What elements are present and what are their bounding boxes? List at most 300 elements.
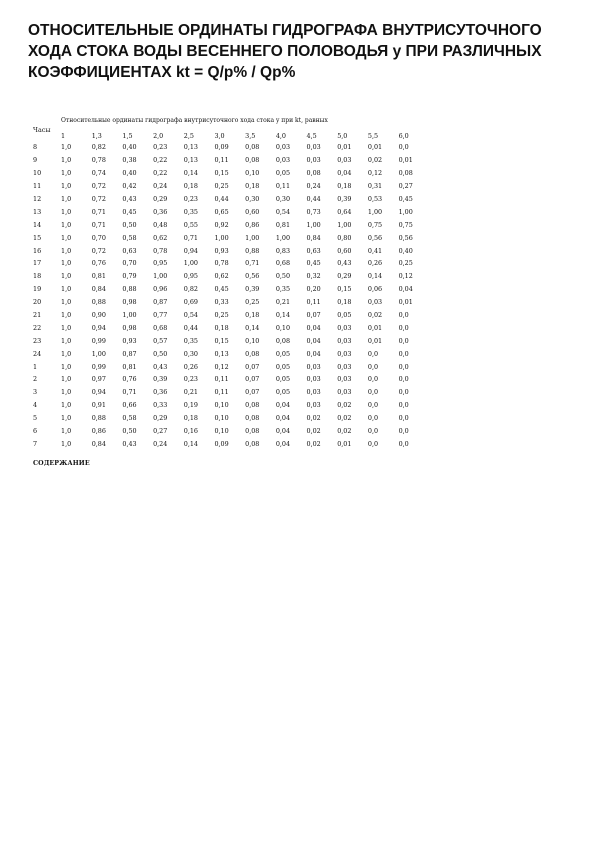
- table-row: [33, 257, 429, 270]
- ordinate-cell: 0,0: [367, 439, 379, 448]
- kt-header-cell: 5,0: [337, 132, 348, 140]
- ordinate-cell: 1,0: [61, 220, 72, 229]
- ordinate-cell: 0,27: [153, 427, 168, 436]
- ordinate-cell: 0,18: [183, 182, 198, 191]
- ordinate-cell: 0,07: [245, 375, 260, 384]
- ordinate-cell: 0,40: [122, 143, 137, 152]
- ordinate-cell: 1,0: [61, 414, 72, 423]
- ordinate-cell: 1,0: [61, 143, 72, 152]
- ordinate-cell: 0,70: [91, 233, 106, 242]
- ordinate-cell: 0,29: [337, 272, 352, 281]
- ordinate-cell: 0,25: [245, 298, 260, 307]
- kt-header-cell: 5,5: [367, 132, 379, 140]
- ordinate-cell: 0,0: [398, 401, 409, 410]
- header-blank-cell: [33, 131, 61, 141]
- ordinate-cell: 0,26: [367, 259, 383, 268]
- document-title: ОТНОСИТЕЛЬНЫЕ ОРДИНАТЫ ГИДРОГРАФА ВНУТРИСУТОЧНОГО ХОДА СТОКА ВОДЫ ВЕСЕННЕГО ПОЛОВОДЬЯ y ПРИ РАЗЛИЧНЫХ КОЭФФИЦИЕНТАХ kt = Q/p% / Qp%: [28, 22, 542, 81]
- ordinate-cell: 0,50: [275, 272, 291, 281]
- ordinate-cell: 0,81: [91, 272, 106, 281]
- ordinate-cell: 0,14: [183, 169, 198, 178]
- ordinate-cell: 0,18: [245, 182, 260, 191]
- ordinate-cell: 0,36: [153, 388, 168, 397]
- ordinate-cell: 0,01: [367, 143, 383, 152]
- ordinate-cell: 0,11: [275, 182, 291, 191]
- ordinate-cell: 0,75: [367, 220, 383, 229]
- hour-cell: 22: [33, 323, 42, 332]
- ordinate-cell: 0,45: [214, 285, 229, 294]
- ordinate-cell: 0,88: [122, 285, 137, 294]
- ordinate-cell: 0,50: [153, 349, 168, 358]
- ordinate-cell: 0,42: [122, 182, 137, 191]
- ordinate-cell: 0,12: [214, 362, 229, 371]
- kt-header-cell: 2,5: [183, 132, 194, 140]
- ordinate-cell: 0,65: [214, 207, 229, 216]
- ordinate-cell: 1,00: [245, 233, 260, 242]
- hour-cell: 9: [33, 156, 38, 165]
- ordinate-cell: 0,35: [183, 336, 198, 345]
- table-caption: Относительные ординаты гидрографа внутрисуточного хода стока y при kt, равных: [61, 117, 328, 124]
- ordinate-cell: 0,24: [153, 439, 168, 448]
- ordinate-cell: 0,07: [306, 311, 321, 320]
- ordinate-cell: 0,08: [245, 427, 260, 436]
- ordinate-cell: 1,0: [61, 195, 72, 203]
- ordinate-cell: 0,0: [367, 362, 379, 371]
- ordinate-cell: 1,00: [275, 233, 291, 242]
- ordinate-cell: 0,04: [337, 169, 352, 178]
- ordinate-cell: 0,98: [122, 323, 137, 332]
- ordinate-cell: 0,03: [337, 349, 352, 358]
- hour-cell: 1: [33, 362, 38, 371]
- ordinate-cell: 0,60: [245, 207, 260, 216]
- ordinate-cell: 0,18: [337, 182, 352, 191]
- table-row: [33, 321, 429, 334]
- ordinate-cell: 0,11: [306, 298, 321, 307]
- kt-header-row: [33, 131, 429, 141]
- ordinate-cell: 0,39: [245, 285, 260, 294]
- ordinate-cell: 0,83: [275, 246, 291, 255]
- ordinate-cell: 0,81: [275, 220, 291, 229]
- table-row: [33, 218, 429, 231]
- ordinate-cell: 0,0: [367, 349, 379, 358]
- ordinate-cell: 0,14: [275, 311, 291, 320]
- hour-cell: 2: [33, 375, 38, 384]
- ordinate-cell: 0,87: [153, 298, 168, 307]
- hour-cell: 10: [33, 169, 42, 178]
- table-row: [33, 270, 429, 283]
- ordinate-cell: 0,69: [183, 298, 198, 307]
- ordinate-cell: 1,00: [91, 349, 106, 358]
- ordinate-cell: 0,0: [367, 427, 379, 436]
- ordinate-cell: 0,73: [306, 207, 321, 216]
- ordinate-cell: 0,63: [122, 246, 137, 255]
- ordinate-cell: 0,56: [398, 233, 413, 242]
- ordinate-cell: 0,97: [91, 375, 106, 384]
- kt-header-cell: 1: [61, 132, 66, 140]
- ordinate-cell: 0,15: [214, 169, 229, 178]
- ordinate-cell: 0,68: [153, 323, 168, 332]
- hour-cell: 18: [33, 272, 42, 281]
- ordinate-cell: 0,04: [398, 285, 413, 294]
- ordinate-cell: 0,25: [214, 182, 229, 191]
- ordinate-cell: 1,00: [153, 272, 168, 281]
- ordinate-cell: 0,56: [245, 272, 260, 281]
- ordinate-cell: 0,75: [398, 220, 413, 229]
- hours-column-header: Часы: [33, 126, 51, 134]
- ordinate-cell: 0,02: [367, 156, 383, 165]
- ordinate-cell: 1,00: [306, 220, 321, 229]
- ordinate-cell: 0,43: [122, 439, 137, 448]
- ordinate-cell: 0,0: [398, 336, 409, 345]
- ordinate-cell: 0,72: [91, 195, 106, 203]
- hour-cell: 13: [33, 207, 42, 216]
- ordinate-cell: 0,41: [367, 246, 383, 255]
- ordinate-cell: 0,90: [91, 311, 106, 320]
- ordinate-cell: 0,08: [306, 169, 321, 178]
- ordinate-cell: 0,02: [306, 414, 321, 423]
- ordinate-cell: 0,30: [245, 195, 260, 203]
- contents-link[interactable]: СОДЕРЖАНИЕ: [33, 460, 90, 467]
- table-row: [33, 193, 429, 206]
- ordinate-cell: 0,50: [122, 220, 137, 229]
- ordinate-cell: 0,40: [398, 246, 413, 255]
- hour-cell: 6: [33, 427, 38, 436]
- ordinate-cell: 0,71: [91, 207, 106, 216]
- ordinate-cell: 0,25: [214, 311, 229, 320]
- ordinate-cell: 0,09: [214, 143, 229, 152]
- ordinate-cell: 1,00: [398, 207, 413, 216]
- ordinate-cell: 0,60: [337, 246, 352, 255]
- ordinate-cell: 0,35: [275, 285, 291, 294]
- ordinate-cell: 0,04: [275, 427, 291, 436]
- kt-header-cell: 3,5: [245, 132, 256, 140]
- ordinate-cell: 0,08: [245, 349, 260, 358]
- table-row: [33, 205, 429, 218]
- ordinate-cell: 0,43: [153, 362, 168, 371]
- ordinate-cell: 0,0: [398, 375, 409, 384]
- ordinate-cell: 0,22: [153, 169, 168, 178]
- ordinate-cell: 0,05: [275, 362, 291, 371]
- ordinate-cell: 0,12: [398, 272, 413, 281]
- table-row: [33, 399, 429, 412]
- ordinate-cell: 0,77: [153, 311, 168, 320]
- ordinate-cell: 0,0: [367, 375, 379, 384]
- ordinate-cell: 0,15: [214, 336, 229, 345]
- ordinate-cell: 0,04: [275, 414, 291, 423]
- ordinate-cell: 0,68: [275, 259, 291, 268]
- ordinate-cell: 0,03: [275, 156, 291, 165]
- ordinate-cell: 0,93: [214, 246, 229, 255]
- ordinate-cell: 0,03: [337, 362, 352, 371]
- ordinate-cell: 0,11: [214, 375, 229, 384]
- hour-cell: 5: [33, 414, 38, 423]
- ordinate-cell: 0,64: [337, 207, 352, 216]
- ordinate-cell: 0,63: [306, 246, 321, 255]
- ordinate-cell: 0,11: [214, 388, 229, 397]
- ordinate-cell: 0,0: [398, 388, 409, 397]
- hour-cell: 23: [33, 336, 42, 345]
- ordinate-cell: 0,14: [183, 439, 198, 448]
- ordinate-cell: 0,01: [398, 298, 413, 307]
- ordinate-cell: 0,02: [367, 311, 383, 320]
- ordinate-cell: 0,71: [245, 259, 260, 268]
- ordinate-cell: 0,25: [398, 259, 413, 268]
- kt-header-cell: 2,0: [153, 132, 164, 140]
- ordinate-cell: 0,72: [91, 246, 106, 255]
- ordinate-cell: 1,0: [61, 323, 72, 332]
- ordinate-cell: 0,03: [306, 143, 321, 152]
- ordinate-cell: 0,84: [91, 285, 106, 294]
- ordinate-cell: 0,29: [153, 195, 168, 203]
- ordinate-cell: 0,0: [367, 414, 379, 423]
- ordinate-cell: 0,95: [183, 272, 198, 281]
- ordinate-cell: 0,78: [91, 156, 106, 165]
- ordinate-cell: 0,99: [91, 362, 106, 371]
- ordinate-cell: 0,86: [91, 427, 106, 436]
- ordinate-cell: 0,86: [245, 220, 260, 229]
- ordinate-cell: 0,74: [91, 169, 106, 178]
- ordinate-cell: 0,08: [275, 336, 291, 345]
- ordinate-cell: 0,14: [245, 323, 260, 332]
- table-row: [33, 167, 429, 180]
- ordinate-cell: 0,0: [398, 143, 409, 152]
- ordinate-cell: 0,16: [183, 427, 198, 436]
- ordinate-cell: 0,08: [245, 401, 260, 410]
- table-row: [33, 180, 429, 193]
- ordinate-cell: 1,00: [214, 233, 229, 242]
- ordinate-cell: 0,57: [153, 336, 168, 345]
- ordinate-cell: 0,53: [367, 195, 383, 203]
- ordinate-cell: 0,78: [153, 246, 168, 255]
- ordinate-cell: 0,58: [122, 414, 137, 423]
- ordinate-cell: 0,88: [91, 298, 106, 307]
- hour-cell: 14: [33, 220, 42, 229]
- ordinate-cell: 0,84: [306, 233, 321, 242]
- ordinate-cell: 1,0: [61, 233, 72, 242]
- ordinate-cell: 0,05: [275, 375, 291, 384]
- ordinate-cell: 0,0: [367, 388, 379, 397]
- ordinate-cell: 0,08: [245, 156, 260, 165]
- ordinate-cell: 0,43: [337, 259, 352, 268]
- ordinate-cell: 0,22: [153, 156, 168, 165]
- ordinate-cell: 0,33: [214, 298, 229, 307]
- ordinate-cell: 0,0: [398, 349, 409, 358]
- ordinate-cell: 0,0: [398, 311, 409, 320]
- ordinate-cell: 0,78: [214, 259, 229, 268]
- ordinate-cell: 0,56: [367, 233, 383, 242]
- hour-cell: 11: [33, 182, 42, 191]
- ordinate-cell: 1,0: [61, 207, 72, 216]
- ordinate-cell: 0,71: [91, 220, 106, 229]
- ordinate-cell: 0,54: [275, 207, 291, 216]
- ordinate-cell: 1,0: [61, 362, 72, 371]
- ordinate-cell: 0,08: [398, 169, 413, 178]
- ordinate-cell: 0,03: [306, 388, 321, 397]
- ordinate-cell: 0,03: [306, 362, 321, 371]
- ordinate-cell: 0,21: [183, 388, 198, 397]
- ordinate-cell: 1,0: [61, 388, 72, 397]
- ordinate-cell: 1,00: [183, 259, 198, 268]
- ordinate-cell: 0,08: [245, 143, 260, 152]
- hour-cell: 3: [33, 388, 38, 397]
- ordinate-cell: 0,62: [153, 233, 168, 242]
- table-row: [33, 283, 429, 296]
- ordinate-cell: 0,07: [245, 388, 260, 397]
- ordinate-cell: 0,10: [275, 323, 291, 332]
- ordinate-cell: 0,80: [337, 233, 352, 242]
- ordinate-cell: 0,03: [337, 336, 352, 345]
- ordinate-cell: 0,45: [122, 207, 137, 216]
- ordinate-cell: 0,02: [306, 439, 321, 448]
- ordinate-cell: 0,10: [214, 427, 229, 436]
- ordinate-cell: 0,72: [91, 182, 106, 191]
- ordinate-cell: 0,10: [214, 401, 229, 410]
- ordinate-cell: 0,02: [306, 427, 321, 436]
- ordinate-cell: 0,05: [337, 311, 352, 320]
- ordinate-cell: 0,12: [367, 169, 383, 178]
- ordinate-cell: 0,44: [183, 323, 198, 332]
- ordinate-cell: 1,0: [61, 336, 72, 345]
- ordinate-cell: 1,0: [61, 246, 72, 255]
- ordinate-cell: 0,91: [91, 401, 106, 410]
- ordinate-cell: 0,03: [306, 401, 321, 410]
- ordinate-cell: 0,04: [275, 401, 291, 410]
- ordinate-cell: 0,19: [183, 401, 198, 410]
- ordinate-cell: 0,82: [91, 143, 106, 152]
- ordinate-cell: 0,10: [245, 169, 260, 178]
- ordinate-cell: 0,13: [214, 349, 229, 358]
- ordinate-cell: 1,00: [337, 220, 352, 229]
- ordinate-cell: 0,70: [122, 259, 137, 268]
- ordinate-cell: 0,03: [306, 156, 321, 165]
- ordinate-cell: 0,23: [183, 195, 198, 203]
- table-row: [33, 347, 429, 360]
- table-body: [33, 141, 429, 450]
- kt-header-cell: 4,0: [275, 132, 286, 140]
- ordinate-cell: 0,38: [122, 156, 137, 165]
- ordinate-cell: 0,07: [245, 362, 260, 371]
- ordinate-cell: 0,30: [275, 195, 291, 203]
- ordinate-cell: 0,0: [398, 362, 409, 371]
- table-row: [33, 437, 429, 450]
- ordinate-cell: 0,39: [153, 375, 168, 384]
- ordinate-cell: 1,0: [61, 285, 72, 294]
- ordinate-cell: 0,45: [398, 195, 413, 203]
- ordinate-cell: 1,0: [61, 298, 72, 307]
- table-row: [33, 386, 429, 399]
- hour-cell: 15: [33, 233, 42, 242]
- ordinate-cell: 0,82: [183, 285, 198, 294]
- ordinate-cell: 0,0: [398, 323, 409, 332]
- ordinate-cell: 0,04: [275, 439, 291, 448]
- ordinate-cell: 0,23: [183, 375, 198, 384]
- ordinate-cell: 0,04: [306, 323, 321, 332]
- ordinate-cell: 0,58: [122, 233, 137, 242]
- ordinate-cell: 0,01: [367, 323, 383, 332]
- ordinate-cell: 0,01: [398, 156, 413, 165]
- kt-header-cell: 6,0: [398, 132, 409, 140]
- ordinate-cell: 0,84: [91, 439, 106, 448]
- ordinate-cell: 0,71: [122, 388, 137, 397]
- hour-cell: 8: [33, 143, 38, 152]
- ordinate-cell: 0,33: [153, 401, 168, 410]
- ordinate-cell: 0,04: [306, 349, 321, 358]
- ordinate-cell: 0,06: [367, 285, 383, 294]
- ordinate-cell: 0,44: [306, 195, 321, 203]
- ordinate-cell: 0,30: [183, 349, 198, 358]
- ordinate-cell: 0,31: [367, 182, 383, 191]
- ordinate-cell: 1,0: [61, 259, 72, 268]
- ordinate-cell: 0,18: [337, 298, 352, 307]
- ordinate-cell: 0,18: [245, 311, 260, 320]
- ordinate-cell: 0,66: [122, 401, 137, 410]
- kt-header-cell: 1,5: [122, 132, 133, 140]
- ordinate-cell: 0,35: [183, 207, 198, 216]
- table-row: [33, 244, 429, 257]
- table-row: [33, 296, 429, 309]
- hour-cell: 17: [33, 259, 42, 268]
- ordinate-cell: 0,03: [337, 388, 352, 397]
- ordinate-cell: 0,26: [183, 362, 198, 371]
- ordinate-cell: 0,29: [153, 414, 168, 423]
- hour-cell: 7: [33, 439, 38, 448]
- ordinate-cell: 0,0: [398, 414, 409, 423]
- ordinate-cell: 0,02: [337, 427, 352, 436]
- ordinate-cell: 0,79: [122, 272, 137, 281]
- ordinate-cell: 0,93: [122, 336, 137, 345]
- ordinate-cell: 0,02: [337, 401, 352, 410]
- ordinate-cell: 0,71: [183, 233, 198, 242]
- ordinate-cell: 0,03: [306, 375, 321, 384]
- ordinate-cell: 0,21: [275, 298, 291, 307]
- ordinate-cell: 0,96: [153, 285, 168, 294]
- ordinate-cell: 1,0: [61, 427, 72, 436]
- hour-cell: 4: [33, 401, 38, 410]
- kt-header-cell: 4,5: [306, 132, 317, 140]
- ordinate-cell: 0,18: [214, 323, 229, 332]
- ordinates-table: [33, 131, 429, 450]
- ordinate-cell: 0,01: [337, 439, 352, 448]
- ordinate-cell: 1,0: [61, 311, 72, 320]
- table-row: [33, 309, 429, 322]
- ordinate-cell: 0,54: [183, 311, 198, 320]
- ordinate-cell: 0,24: [306, 182, 321, 191]
- ordinate-cell: 0,95: [153, 259, 168, 268]
- ordinate-cell: 0,02: [337, 414, 352, 423]
- ordinate-cell: 0,01: [337, 143, 352, 152]
- ordinate-cell: 1,0: [61, 182, 72, 191]
- hour-cell: 12: [33, 195, 42, 203]
- ordinate-cell: 0,0: [398, 427, 409, 436]
- hour-cell: 21: [33, 311, 42, 320]
- ordinate-cell: 1,0: [61, 272, 72, 281]
- ordinate-cell: 1,0: [61, 439, 72, 448]
- ordinate-cell: 0,08: [245, 439, 260, 448]
- ordinate-cell: 0,09: [214, 439, 229, 448]
- ordinate-cell: 0,87: [122, 349, 137, 358]
- ordinate-cell: 0,01: [367, 336, 383, 345]
- ordinate-cell: 0,03: [337, 323, 352, 332]
- ordinate-cell: 0,92: [214, 220, 229, 229]
- table-row: [33, 141, 429, 154]
- ordinate-cell: 0,0: [367, 401, 379, 410]
- ordinate-cell: 0,11: [214, 156, 229, 165]
- kt-header-cell: 1,3: [91, 132, 102, 140]
- table-row: [33, 334, 429, 347]
- ordinate-cell: 0,10: [214, 414, 229, 423]
- ordinate-cell: 1,0: [61, 156, 72, 165]
- ordinate-cell: 0,05: [275, 169, 291, 178]
- ordinate-cell: 0,50: [122, 427, 137, 436]
